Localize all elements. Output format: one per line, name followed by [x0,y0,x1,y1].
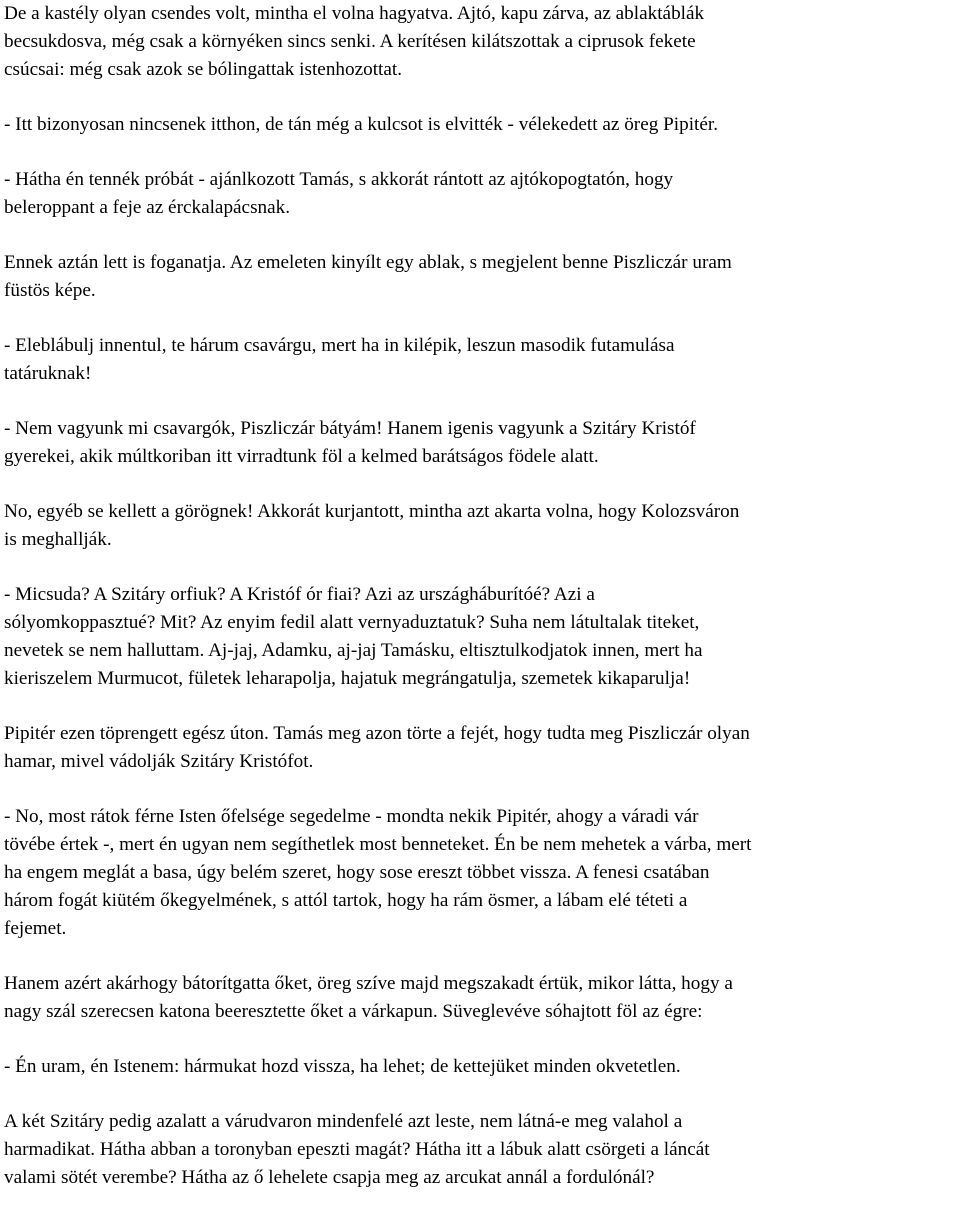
text-line: fejemet. [4,918,67,939]
text-line: - Én uram, én Istenem: hármukat hozd vissza, ha lehet; de kettejüket minden okvetetlen. [4,1056,681,1077]
text-line: harmadikat. Hátha abban a toronyban epeszti magát? Hátha itt a lábuk alatt csörgeti a láncát [4,1139,710,1160]
text-line: - No, most rátok férne Isten őfelsége segedelme - mondta nekik Pipitér, ahogy a váradi vár [4,806,699,827]
text-line: A két Szitáry pedig azalatt a várudvaron mindenfelé azt leste, nem látná-e meg valahol a [4,1111,683,1132]
text-line: - Nem vagyunk mi csavargók, Piszliczár bátyám! Hanem igenis vagyunk a Szitáry Kristóf [4,418,696,439]
text-line: Ennek aztán lett is foganatja. Az emeleten kinyílt egy ablak, s megjelent benne Piszliczár uram [4,252,732,273]
text-line: beleroppant a feje az érckalapácsnak. [4,197,291,218]
text-line: tövébe értek -, mert én ugyan nem segíthetlek most benneteket. Én be nem mehetek a várba, mert [4,834,752,855]
paragraph [4,0,956,84]
paragraph [4,1108,956,1192]
text-line: nagy szál szerecsen katona beeresztette őket a várkapun. Süveglevéve sóhajtott föl az égre: [4,1001,703,1022]
paragraph [4,803,956,943]
text-line: Hanem azért akárhogy bátorítgatta őket, öreg szíve majd megszakadt értük, mikor látta, hogy a [4,973,733,994]
text-line: - Eleblábulj innentul, te hárum csavárgu, mert ha in kilépik, leszun masodik futamulása [4,335,675,356]
text-line: ha engem meglát a basa, úgy belém szeret, hogy sose ereszt többet vissza. A fenesi csatában [4,862,710,883]
paragraph [4,720,956,776]
paragraph [4,111,956,139]
paragraph [4,249,956,305]
text-line: - Hátha én tennék próbát - ajánlkozott Tamás, s akkorát rántott az ajtókopogtatón, hogy [4,169,674,190]
text-line: hamar, mivel vádolják Szitáry Kristófot. [4,751,314,772]
paragraph [4,498,956,554]
text-line: valami sötét verembe? Hátha az ő lehelete csapja meg az arcukat annál a fordulónál? [4,1167,655,1188]
paragraph [4,581,956,693]
paragraph [4,166,956,222]
text-line: - Itt bizonyosan nincsenek itthon, de tán még a kulcsot is elvitték - vélekedett az öreg Pipitér. [4,114,719,135]
paragraph [4,415,956,471]
text-line: csúcsai: még csak azok se bólingattak istenhozottat. [4,59,403,80]
paragraph [4,332,956,388]
text-line: tatáruknak! [4,363,92,384]
text-line: három fogát kiütém őkegyelmének, s attól tartok, hogy ha rám ösmer, a lábam elé téteti a [4,890,688,911]
text-line: kieriszelem Murmucot, fületek leharapolja, hajatuk megrángatulja, szemetek kikaparulja! [4,668,691,689]
text-line: - Micsuda? A Szitáry orfiuk? A Kristóf ór fiai? Azi az urszágháburítóé? Azi a [4,584,595,605]
text-line: sólyomkoppasztué? Mit? Az enyim fedil alatt vernyaduztatuk? Suha nem látultalak titeket, [4,612,700,633]
text-line: füstös képe. [4,280,96,301]
text-line: becsukdosva, még csak a környéken sincs senki. A kerítésen kilátszottak a ciprusok fekete [4,31,696,52]
document-page [4,0,956,1219]
text-line: De a kastély olyan csendes volt, mintha el volna hagyatva. Ajtó, kapu zárva, az ablaktáblák [4,3,705,24]
text-line: No, egyéb se kellett a görögnek! Akkorát kurjantott, mintha azt akarta volna, hogy Kolozsváron [4,501,740,522]
text-line: nevetek se nem halluttam. Aj-jaj, Adamku, aj-jaj Tamásku, eltisztulkodjatok innen, mert ha [4,640,703,661]
text-line: is meghallják. [4,529,112,550]
text-line: Pipitér ezen töprengett egész úton. Tamás meg azon törte a fejét, hogy tudta meg Piszliczár olyan [4,723,750,744]
text-line: gyerekei, akik múltkoriban itt virradtunk föl a kelmed barátságos födele alatt. [4,446,599,467]
paragraph [4,1053,956,1081]
paragraph [4,970,956,1026]
